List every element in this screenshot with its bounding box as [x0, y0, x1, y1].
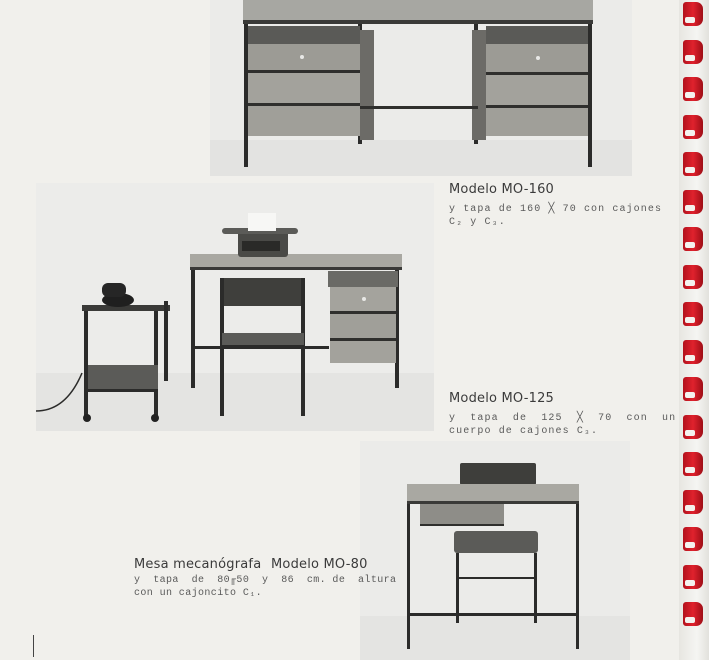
- model-mo160-description-line2: C₂ y C₃.: [449, 217, 506, 228]
- binding-ring: [683, 602, 703, 626]
- model-mo80-description-line1: y tapa de 80╓50 y 86 cm. de altura: [134, 575, 397, 586]
- model-mo160-title: Modelo MO-160: [449, 182, 555, 197]
- model-mo125-description-line1: y tapa de 125 ╳ 70 con un: [449, 413, 677, 424]
- binding-ring: [683, 565, 703, 589]
- binding-ring: [683, 40, 703, 64]
- binding-ring: [683, 227, 703, 251]
- desk-mo160-photo: [210, 0, 632, 176]
- binding-ring: [683, 377, 703, 401]
- binding-ring: [683, 152, 703, 176]
- binding-ring: [683, 490, 703, 514]
- binding-ring: [683, 452, 703, 476]
- binding-ring: [683, 340, 703, 364]
- model-mo80-title: Modelo MO-80: [271, 557, 368, 572]
- model-mo160-description-line1: y tapa de 160 ╳ 70 con cajones: [449, 204, 663, 215]
- spiral-binding: [679, 0, 709, 660]
- binding-ring: [683, 2, 703, 26]
- binding-ring: [683, 115, 703, 139]
- page-mark: [33, 635, 34, 657]
- typist-desk-mo80-photo: [360, 441, 630, 660]
- desk-mo125-photo: [36, 183, 434, 431]
- binding-ring: [683, 415, 703, 439]
- binding-ring: [683, 77, 703, 101]
- binding-ring: [683, 527, 703, 551]
- binding-ring: [683, 265, 703, 289]
- model-mo80-description-line2: con un cajoncito C₁.: [134, 588, 263, 599]
- binding-ring: [683, 190, 703, 214]
- model-mo125-description-line2: cuerpo de cajones C₃.: [449, 426, 599, 437]
- model-mo125-title: Modelo MO-125: [449, 391, 555, 406]
- binding-ring: [683, 302, 703, 326]
- model-mo80-prefix: Mesa mecanógrafa: [134, 557, 262, 572]
